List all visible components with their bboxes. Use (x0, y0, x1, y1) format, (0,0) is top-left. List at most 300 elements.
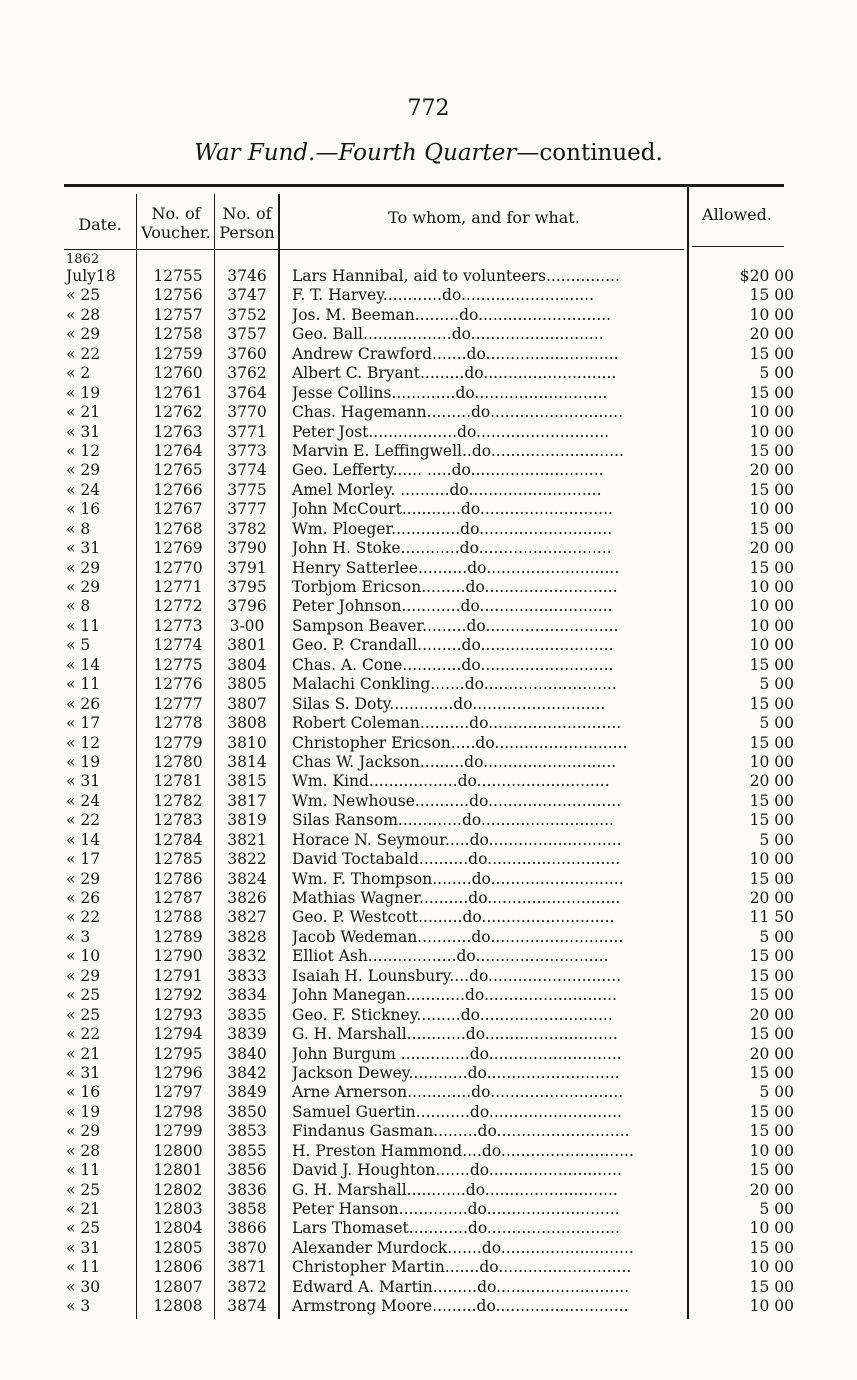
date-cell: « 8 (66, 519, 91, 538)
description-cell: Arne Arnerson.............do........................... (292, 1083, 624, 1102)
description-cell: David J. Houghton.......do........................... (292, 1161, 622, 1180)
description-cell: Silas Ransom.............do........................... (292, 811, 614, 830)
header-description: To whom, and for what. (388, 208, 580, 227)
amount-cell: 5 00 (759, 1083, 794, 1102)
date-cell: « 25 (66, 1180, 101, 1199)
description-cell: Elliot Ash..................do........................... (292, 947, 609, 966)
date-cell: « 22 (66, 344, 101, 363)
description-cell: John Manegan............do........................... (292, 986, 617, 1005)
description-cell: Samuel Guertin...........do........................... (292, 1102, 622, 1121)
amount-cell: 15 00 (749, 1161, 794, 1180)
table-row (0, 1006, 857, 1025)
description-cell: H. Preston Hammond....do........................... (292, 1141, 634, 1160)
voucher-cell: 12787 (153, 889, 203, 907)
description-cell: Wm. Ploeger..............do........................... (292, 519, 613, 538)
description-cell: Albert C. Bryant.........do........................... (292, 364, 617, 383)
person-cell: 3858 (227, 1200, 267, 1218)
voucher-cell: 12786 (153, 869, 203, 888)
title-part-2: Fourth Quarter (338, 140, 517, 166)
amount-cell: 20 00 (749, 1005, 794, 1024)
voucher-cell: 12806 (153, 1258, 203, 1277)
date-cell: July18 (66, 267, 116, 285)
person-cell: 3832 (227, 947, 267, 966)
amount-cell: 15 00 (749, 383, 794, 402)
voucher-cell: 12788 (153, 908, 203, 927)
date-cell: « 29 (66, 869, 101, 888)
description-cell: Geo. P. Westcott.........do........................... (292, 908, 615, 927)
table-row (0, 1045, 857, 1064)
page-number: 772 (407, 96, 450, 121)
table-row (0, 286, 857, 305)
person-cell: 3752 (227, 305, 267, 324)
voucher-cell: 12777 (153, 694, 203, 713)
person-cell: 3872 (227, 1277, 267, 1296)
description-cell: John H. Stoke............do........................... (292, 539, 612, 558)
table-row (0, 1142, 857, 1161)
amount-cell: 5 00 (759, 1200, 794, 1218)
person-cell: 3774 (227, 461, 267, 480)
voucher-cell: 12758 (153, 325, 203, 344)
date-cell: « 19 (66, 383, 101, 402)
amount-cell: 10 00 (749, 500, 794, 519)
person-cell: 3849 (227, 1083, 267, 1102)
person-cell: 3850 (227, 1102, 267, 1121)
table-row (0, 597, 857, 616)
voucher-cell: 12756 (153, 286, 203, 305)
date-cell: « 25 (66, 986, 101, 1005)
table-row (0, 928, 857, 947)
person-cell: 3833 (227, 966, 267, 985)
amount-cell: 15 00 (749, 733, 794, 752)
table-row (0, 1219, 857, 1238)
header-bottom-rule-right (692, 246, 784, 247)
description-cell: Robert Coleman..........do........................... (292, 714, 622, 733)
voucher-cell: 12785 (153, 850, 203, 869)
voucher-cell: 12797 (153, 1083, 203, 1102)
voucher-cell: 12759 (153, 344, 203, 363)
amount-cell: 20 00 (749, 889, 794, 907)
description-cell: Geo. P. Crandall.........do........................... (292, 636, 614, 655)
voucher-cell: 12781 (153, 772, 203, 791)
voucher-cell: 12768 (153, 519, 203, 538)
table-row (0, 1083, 857, 1102)
description-cell: Chas. A. Cone............do........................... (292, 655, 614, 674)
person-cell: 3839 (227, 1025, 267, 1044)
person-cell: 3770 (227, 403, 267, 422)
date-cell: « 11 (66, 675, 101, 694)
table-body (0, 252, 857, 1317)
voucher-cell: 12802 (153, 1180, 203, 1199)
amount-cell: 15 00 (749, 694, 794, 713)
voucher-cell: 12789 (153, 927, 203, 946)
date-cell: « 8 (66, 597, 91, 616)
person-cell: 3777 (227, 500, 267, 519)
table-row (0, 908, 857, 927)
person-cell: 3828 (227, 927, 267, 946)
voucher-cell: 12805 (153, 1238, 203, 1257)
description-cell: Edward A. Martin.........do........................... (292, 1277, 630, 1296)
person-cell: 3796 (227, 597, 267, 616)
person-cell: 3747 (227, 286, 267, 305)
description-cell: Andrew Crawford.......do........................... (292, 344, 619, 363)
amount-cell: 11 50 (749, 908, 794, 927)
voucher-cell: 12799 (153, 1122, 203, 1141)
description-cell: David Toctabald..........do........................... (292, 850, 621, 869)
amount-cell: 5 00 (759, 927, 794, 946)
date-cell: « 12 (66, 733, 101, 752)
amount-cell: 15 00 (749, 558, 794, 577)
person-cell: 3840 (227, 1044, 267, 1063)
date-cell: « 28 (66, 1141, 101, 1160)
voucher-cell: 12764 (153, 441, 203, 460)
amount-cell: 10 00 (749, 616, 794, 635)
date-cell: « 29 (66, 578, 101, 596)
amount-cell: 5 00 (759, 364, 794, 383)
amount-cell: 10 00 (749, 1297, 794, 1316)
amount-cell: 5 00 (759, 830, 794, 849)
amount-cell: 15 00 (749, 1102, 794, 1121)
header-person (216, 204, 278, 242)
description-cell: Malachi Conkling.......do........................... (292, 675, 617, 694)
table-row (0, 1278, 857, 1297)
amount-cell: 10 00 (749, 403, 794, 422)
table-row (0, 500, 857, 519)
table-row (0, 306, 857, 325)
date-cell: « 22 (66, 908, 101, 927)
table-row (0, 1200, 857, 1219)
description-cell: Amel Morley. ..........do........................... (292, 480, 602, 499)
voucher-cell: 12763 (153, 422, 203, 441)
date-cell: « 29 (66, 461, 101, 480)
table-row (0, 364, 857, 383)
amount-cell: 10 00 (749, 1141, 794, 1160)
description-cell: Peter Jost..................do........................... (292, 422, 610, 441)
voucher-cell: 12798 (153, 1102, 203, 1121)
person-cell: 3814 (227, 752, 267, 771)
date-cell: « 17 (66, 714, 101, 733)
table-row (0, 461, 857, 480)
person-cell: 3842 (227, 1063, 267, 1082)
date-cell: « 11 (66, 1161, 101, 1180)
voucher-cell: 12801 (153, 1161, 203, 1180)
header-voucher-line1: No. of (151, 204, 201, 223)
table-row (0, 325, 857, 344)
amount-cell: 10 00 (749, 1258, 794, 1277)
voucher-cell: 12757 (153, 305, 203, 324)
person-cell: 3870 (227, 1238, 267, 1257)
description-cell: Findanus Gasman.........do........................... (292, 1122, 630, 1141)
table-row (0, 1161, 857, 1180)
amount-cell: 20 00 (749, 1180, 794, 1199)
voucher-cell: 12804 (153, 1219, 203, 1238)
header-person-line2: Person (219, 223, 275, 242)
table-row (0, 714, 857, 733)
table-row (0, 1064, 857, 1083)
person-cell: 3855 (227, 1141, 267, 1160)
description-cell: Mathias Wagner..........do........................... (292, 889, 621, 907)
description-cell: Henry Satterlee..........do........................... (292, 558, 620, 577)
person-cell: 3871 (227, 1258, 267, 1277)
description-cell: Geo. F. Stickney.........do........................... (292, 1005, 613, 1024)
voucher-cell: 12769 (153, 539, 203, 558)
description-cell: Sampson Beaver.........do........................... (292, 616, 619, 635)
amount-cell: 10 00 (749, 1219, 794, 1238)
table-row (0, 1122, 857, 1141)
description-cell: Wm. Kind..................do........................... (292, 772, 610, 791)
header-voucher-line2: Voucher. (141, 223, 211, 242)
amount-cell: 15 00 (749, 811, 794, 830)
person-cell: 3746 (227, 267, 267, 285)
date-cell: « 30 (66, 1277, 101, 1296)
person-cell: 3834 (227, 986, 267, 1005)
table-row (0, 636, 857, 655)
table-row (0, 403, 857, 422)
person-cell: 3764 (227, 383, 267, 402)
description-cell: Marvin E. Leffingwell..do........................... (292, 441, 624, 460)
table-row (0, 559, 857, 578)
table-row (0, 889, 857, 908)
voucher-cell: 12800 (153, 1141, 203, 1160)
voucher-cell: 12771 (153, 578, 203, 596)
table-row (0, 753, 857, 772)
voucher-cell: 12808 (153, 1297, 203, 1316)
description-cell: Chas. Hagemann.........do........................... (292, 403, 624, 422)
person-cell: 3866 (227, 1219, 267, 1238)
date-cell: « 25 (66, 1219, 101, 1238)
date-cell: « 16 (66, 500, 101, 519)
person-cell: 3805 (227, 675, 267, 694)
person-cell: 3791 (227, 558, 267, 577)
date-cell: « 29 (66, 966, 101, 985)
date-cell: « 11 (66, 616, 101, 635)
amount-cell: 15 00 (749, 1122, 794, 1141)
date-cell: « 10 (66, 947, 101, 966)
person-cell: 3795 (227, 578, 267, 596)
voucher-cell: 12755 (153, 267, 203, 285)
person-cell: 3-00 (229, 616, 265, 635)
description-cell: Wm. F. Thompson........do........................... (292, 869, 624, 888)
table-row (0, 423, 857, 442)
date-cell: « 14 (66, 655, 101, 674)
voucher-cell: 12796 (153, 1063, 203, 1082)
description-cell: Lars Hannibal, aid to volunteers............... (292, 267, 620, 285)
amount-cell: 10 00 (749, 636, 794, 655)
table-top-rule (64, 184, 784, 187)
person-cell: 3771 (227, 422, 267, 441)
amount-cell: 20 00 (749, 1044, 794, 1063)
person-cell: 3817 (227, 791, 267, 810)
date-cell: « 19 (66, 752, 101, 771)
description-cell: G. H. Marshall............do........................... (292, 1025, 618, 1044)
description-cell: Isaiah H. Lounsbury....do........................... (292, 966, 622, 985)
amount-cell: 15 00 (749, 286, 794, 305)
title-part-3: continued. (539, 140, 663, 166)
voucher-cell: 12773 (153, 616, 203, 635)
amount-cell: 5 00 (759, 675, 794, 694)
voucher-cell: 12774 (153, 636, 203, 655)
description-cell: Jos. M. Beeman.........do........................... (292, 305, 612, 324)
amount-cell: 15 00 (749, 986, 794, 1005)
amount-cell: 5 00 (759, 714, 794, 733)
person-cell: 3775 (227, 480, 267, 499)
date-cell: « 25 (66, 1005, 101, 1024)
table-row (0, 831, 857, 850)
voucher-cell: 12778 (153, 714, 203, 733)
description-cell: Geo. Lefferty...... .....do........................... (292, 461, 604, 480)
voucher-cell: 12794 (153, 1025, 203, 1044)
amount-cell: 10 00 (749, 422, 794, 441)
person-cell: 3827 (227, 908, 267, 927)
person-cell: 3836 (227, 1180, 267, 1199)
person-cell: 3807 (227, 694, 267, 713)
voucher-cell: 12765 (153, 461, 203, 480)
date-cell: « 28 (66, 305, 101, 324)
date-cell: « 31 (66, 772, 101, 791)
description-cell: Jesse Collins.............do........................... (292, 383, 608, 402)
voucher-cell: 12790 (153, 947, 203, 966)
date-cell: « 14 (66, 830, 101, 849)
header-date: Date. (78, 215, 122, 234)
date-cell: « 29 (66, 325, 101, 344)
date-cell: « 25 (66, 286, 101, 305)
table-row (0, 267, 857, 286)
person-cell: 3782 (227, 519, 267, 538)
date-cell: « 21 (66, 1200, 101, 1218)
person-cell: 3757 (227, 325, 267, 344)
table-row (0, 656, 857, 675)
description-cell: Torbjom Ericson.........do........................... (292, 578, 618, 596)
date-cell: « 22 (66, 1025, 101, 1044)
date-cell: « 22 (66, 811, 101, 830)
table-row (0, 947, 857, 966)
page-title (0, 140, 857, 166)
description-cell: Armstrong Moore.........do........................... (292, 1297, 629, 1316)
voucher-cell: 12793 (153, 1005, 203, 1024)
voucher-cell: 12761 (153, 383, 203, 402)
table-row (0, 967, 857, 986)
description-cell: Christopher Martin.......do........................... (292, 1258, 632, 1277)
description-cell: Jacob Wedeman...........do........................... (292, 927, 624, 946)
table-row (0, 792, 857, 811)
year-label: 1862 (66, 252, 100, 267)
description-cell: Chas W. Jackson.........do........................... (292, 752, 617, 771)
date-cell: « 31 (66, 422, 101, 441)
description-cell: John Burgum ..............do........................... (292, 1044, 622, 1063)
amount-cell: $20 00 (739, 267, 794, 285)
voucher-cell: 12803 (153, 1200, 203, 1218)
table-row (0, 384, 857, 403)
date-cell: « 29 (66, 1122, 101, 1141)
amount-cell: 15 00 (749, 519, 794, 538)
table-row (0, 481, 857, 500)
voucher-cell: 12779 (153, 733, 203, 752)
person-cell: 3819 (227, 811, 267, 830)
person-cell: 3856 (227, 1161, 267, 1180)
person-cell: 3822 (227, 850, 267, 869)
voucher-cell: 12767 (153, 500, 203, 519)
title-dash-1: — (315, 140, 339, 166)
table-row (0, 870, 857, 889)
table-row (0, 734, 857, 753)
description-cell: Wm. Newhouse...........do........................... (292, 791, 622, 810)
date-cell: « 3 (66, 1297, 91, 1316)
person-cell: 3821 (227, 830, 267, 849)
person-cell: 3810 (227, 733, 267, 752)
amount-cell: 20 00 (749, 539, 794, 558)
amount-cell: 15 00 (749, 947, 794, 966)
amount-cell: 15 00 (749, 966, 794, 985)
voucher-cell: 12776 (153, 675, 203, 694)
description-cell: John McCourt............do........................... (292, 500, 613, 519)
date-cell: « 31 (66, 1238, 101, 1257)
amount-cell: 15 00 (749, 655, 794, 674)
table-row (0, 539, 857, 558)
date-cell: « 29 (66, 558, 101, 577)
date-cell: « 5 (66, 636, 91, 655)
voucher-cell: 12770 (153, 558, 203, 577)
description-cell: F. T. Harvey............do........................... (292, 286, 595, 305)
amount-cell: 15 00 (749, 480, 794, 499)
person-cell: 3874 (227, 1297, 267, 1316)
header-voucher (138, 204, 214, 242)
header-allowed: Allowed. (702, 205, 772, 224)
person-cell: 3801 (227, 636, 267, 655)
person-cell: 3808 (227, 714, 267, 733)
description-cell: Christopher Ericson.....do........................... (292, 733, 628, 752)
description-cell: Silas S. Doty.............do........................... (292, 694, 606, 713)
amount-cell: 15 00 (749, 1277, 794, 1296)
person-cell: 3815 (227, 772, 267, 791)
voucher-cell: 12782 (153, 791, 203, 810)
date-cell: « 24 (66, 791, 101, 810)
voucher-cell: 12791 (153, 966, 203, 985)
person-cell: 3790 (227, 539, 267, 558)
person-cell: 3760 (227, 344, 267, 363)
description-cell: Geo. Ball..................do........................... (292, 325, 604, 344)
voucher-cell: 12780 (153, 752, 203, 771)
description-cell: Jackson Dewey............do........................... (292, 1063, 620, 1082)
amount-cell: 20 00 (749, 772, 794, 791)
table-row (0, 675, 857, 694)
date-cell: « 17 (66, 850, 101, 869)
person-cell: 3773 (227, 441, 267, 460)
voucher-cell: 12807 (153, 1277, 203, 1296)
voucher-cell: 12766 (153, 480, 203, 499)
date-cell: « 31 (66, 1063, 101, 1082)
table-row (0, 1258, 857, 1277)
date-cell: « 16 (66, 1083, 101, 1102)
description-cell: Alexander Murdock.......do........................... (292, 1238, 634, 1257)
date-cell: « 3 (66, 927, 91, 946)
date-cell: « 19 (66, 1102, 101, 1121)
voucher-cell: 12784 (153, 830, 203, 849)
date-cell: « 24 (66, 480, 101, 499)
table-row (0, 1103, 857, 1122)
person-cell: 3826 (227, 889, 267, 907)
person-cell: 3853 (227, 1122, 267, 1141)
date-cell: « 21 (66, 1044, 101, 1063)
amount-cell: 10 00 (749, 597, 794, 616)
amount-cell: 15 00 (749, 1238, 794, 1257)
date-cell: « 21 (66, 403, 101, 422)
voucher-cell: 12795 (153, 1044, 203, 1063)
amount-cell: 20 00 (749, 325, 794, 344)
amount-cell: 10 00 (749, 752, 794, 771)
voucher-cell: 12762 (153, 403, 203, 422)
title-part-1: War Fund. (194, 140, 316, 166)
header-person-line1: No. of (222, 204, 272, 223)
amount-cell: 15 00 (749, 441, 794, 460)
